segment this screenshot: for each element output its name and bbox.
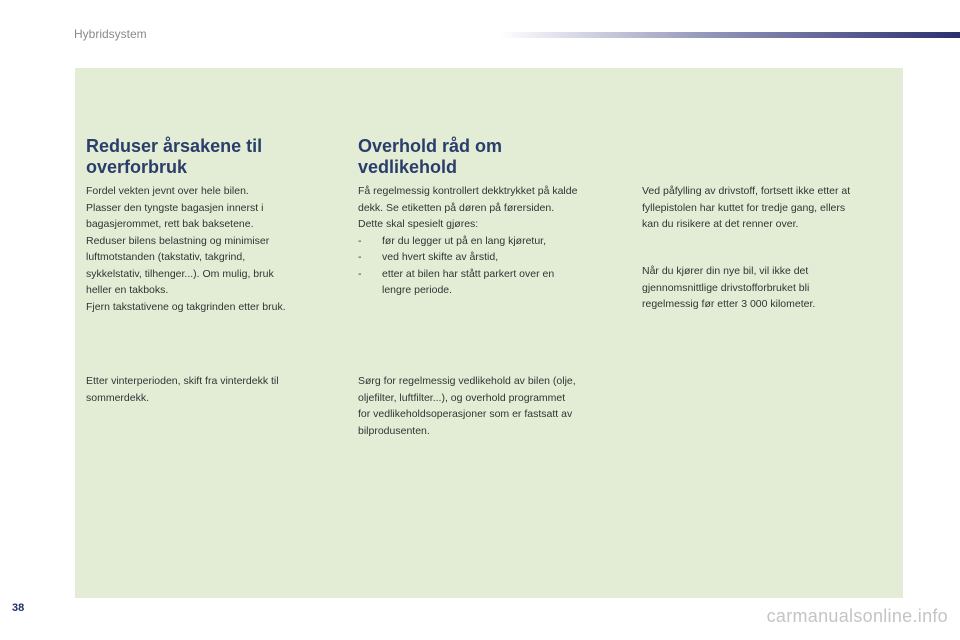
text-line: regelmessig før etter 3 000 kilometer. — [642, 298, 816, 310]
list-item — [358, 266, 628, 299]
text-line: før du legger ut på en lang kjøretur, — [382, 234, 547, 247]
refuelling-paragraph — [642, 183, 897, 233]
heading-reduce-overconsumption — [86, 136, 262, 178]
section-title: Hybridsystem — [74, 27, 147, 41]
text-line: ved hvert skifte av årstid, — [382, 251, 499, 263]
watermark-text: carmanualsonline.info — [766, 606, 948, 626]
text-line: Fjern takstativene og takgrinden etter bruk. — [86, 300, 286, 313]
text-line: Reduser bilens belastning og minimiser — [86, 234, 270, 247]
new-car-consumption-paragraph — [642, 263, 897, 313]
tyre-pressure-paragraph — [358, 183, 628, 299]
list-dash: - — [358, 267, 362, 280]
text-line: dekk. Se etiketten på døren på førersiden. — [358, 201, 555, 214]
text-line: fyllepistolen har kuttet for tredje gang, ellers — [642, 201, 846, 214]
heading-maintenance-advice — [358, 136, 502, 178]
text-line: sommerdekk. — [86, 391, 150, 404]
text-line: Få regelmessig kontrollert dekktrykket på kalde — [358, 185, 578, 197]
text-line: Fordel vekten jevnt over hele bilen. — [86, 185, 249, 197]
page-number: 38 — [12, 602, 25, 614]
winter-tyres-paragraph — [86, 373, 336, 406]
header-gradient-bar — [500, 32, 960, 38]
text-line: bilprodusenten. — [358, 424, 430, 437]
text-line: kan du risikere at det renner over. — [642, 218, 799, 230]
vehicle-maintenance-paragraph — [358, 373, 628, 439]
text-line: gjennomsnittlige drivstofforbruket bli — [642, 281, 810, 294]
heading-line: Reduser årsakene til — [86, 136, 263, 156]
list-item — [358, 233, 628, 250]
list-dash: - — [358, 251, 362, 263]
text-line: Ved påfylling av drivstoff, fortsett ikke etter at — [642, 185, 851, 197]
list-dash: - — [358, 234, 362, 247]
text-line: sykkelstativ, tilhenger...). Om mulig, bruk — [86, 267, 274, 280]
text-line: oljefilter, luftfilter...), og overhold programmet — [358, 391, 566, 404]
tyre-check-list — [358, 233, 628, 299]
text-line: Etter vinterperioden, skift fra vinterdekk til — [86, 375, 279, 387]
text-line: heller en takboks. — [86, 284, 169, 296]
text-line: lengre periode. — [382, 284, 453, 296]
text-line: Dette skal spesielt gjøres: — [358, 218, 479, 230]
text-line: for vedlikeholdsoperasjoner som er fastsatt av — [358, 408, 573, 420]
heading-line: Overhold råd om — [358, 136, 503, 156]
text-line: Sørg for regelmessig vedlikehold av bilen (olje, — [358, 375, 576, 387]
list-item — [358, 249, 628, 266]
heading-line: vedlikehold — [358, 157, 458, 177]
text-line: Når du kjører din nye bil, vil ikke det — [642, 265, 809, 277]
text-line: luftmotstanden (takstativ, takgrind, — [86, 251, 246, 263]
weight-distribution-paragraph — [86, 183, 336, 315]
heading-line: overforbruk — [86, 157, 188, 177]
text-line: bagasjerommet, rett bak baksetene. — [86, 218, 254, 230]
text-line: etter at bilen har stått parkert over en — [382, 267, 555, 280]
text-line: Plasser den tyngste bagasjen innerst i — [86, 201, 264, 214]
